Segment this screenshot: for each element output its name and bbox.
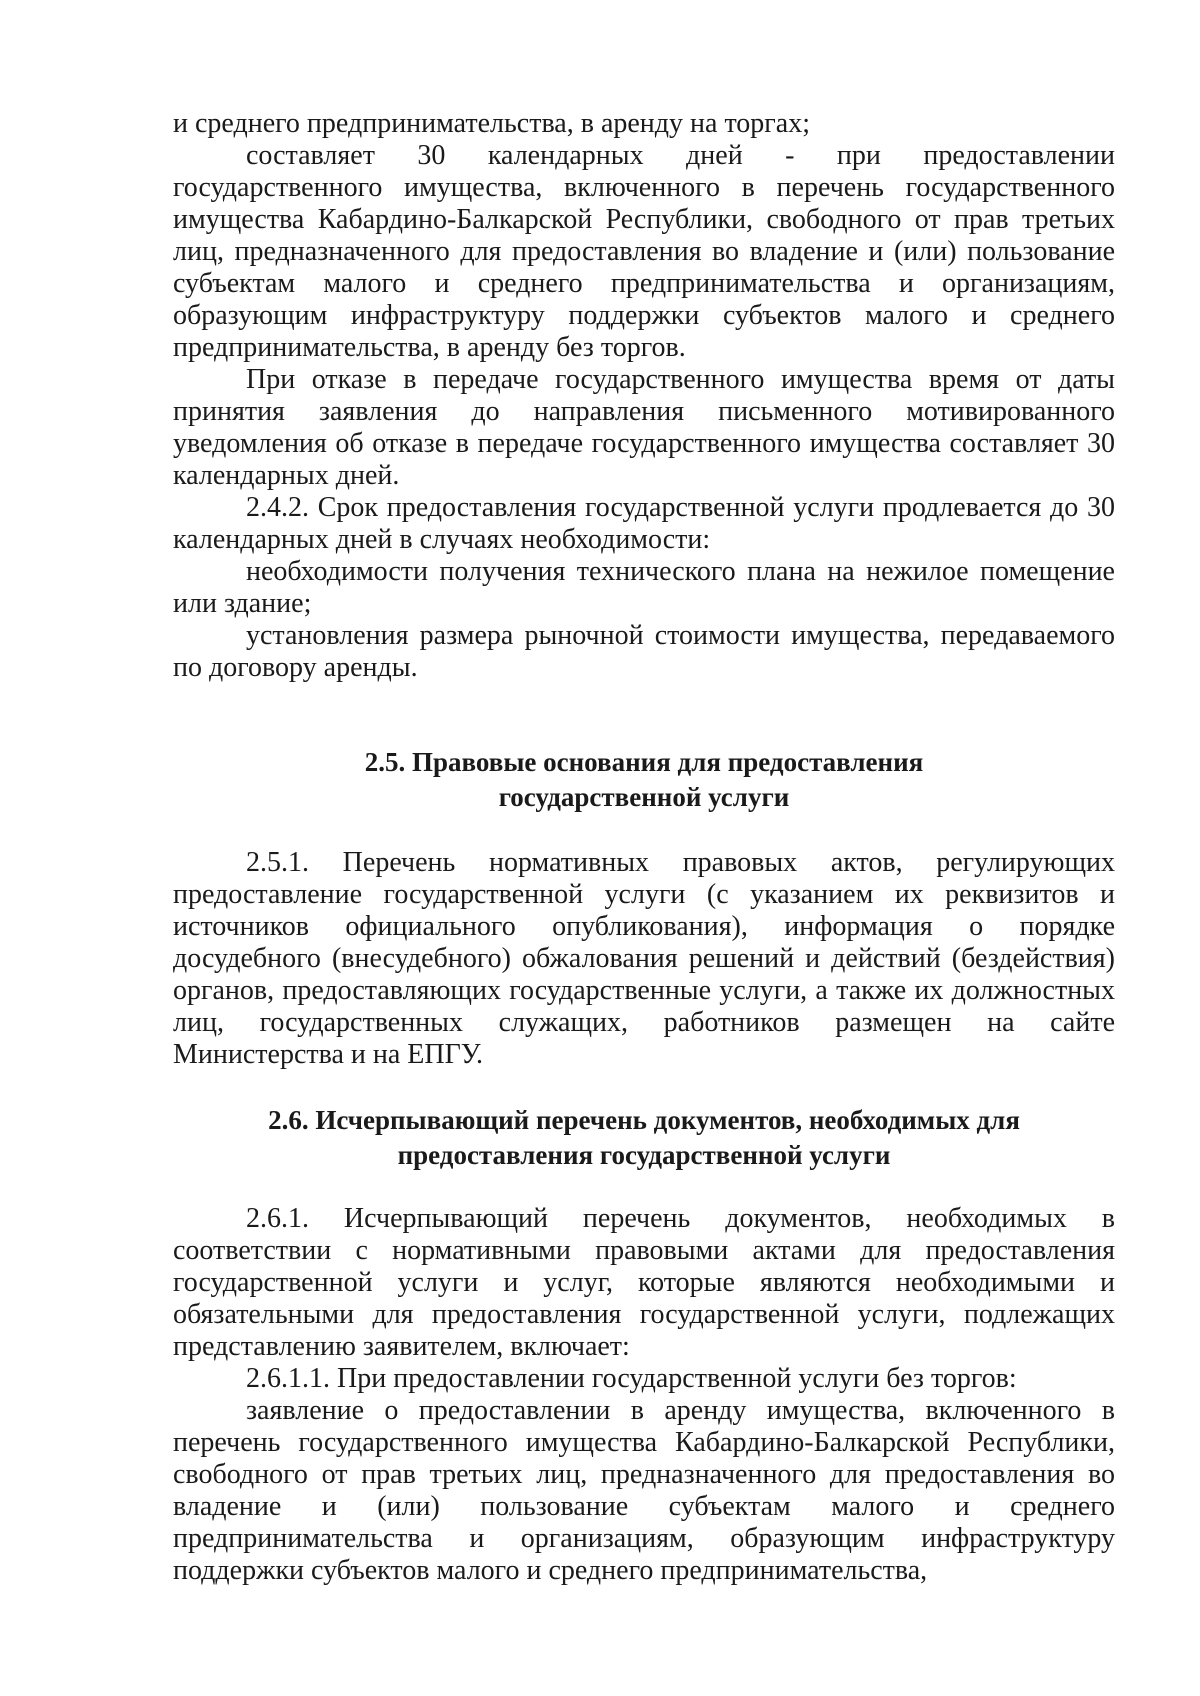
- paragraph: составляет 30 календарных дней - при предоставлении государственного имущества, включенного в перечень государственного имущества Кабардино-Балкарской Республики, свободного от прав третьих лиц, предназначенного для предоставления во владение и (или) пользование субъектам малого и среднего предпринимательства и организациям, образующим инфраструктуру поддержки субъектов малого и среднего предпринимательства, в аренду без торгов.: [173, 140, 1115, 363]
- paragraph: и среднего предпринимательства, в аренду на торгах;: [173, 108, 810, 139]
- paragraph: заявление о предоставлении в аренду имущества, включенного в перечень государственного имущества Кабардино-Балкарской Республики, свободного от прав третьих лиц, предназначенного для предоставления во владение и (или) пользование субъектам малого и среднего предпринимательства и организациям, образующим инфраструктуру поддержки субъектов малого и среднего предпринимательства,: [173, 1395, 1115, 1586]
- paragraph: необходимости получения технического плана на нежилое помещение или здание;: [173, 556, 1115, 619]
- paragraph: 2.5.1. Перечень нормативных правовых актов, регулирующих предоставление государственной услуги (с указанием их реквизитов и источников официального опубликования), информация о порядке досудебного (внесудебного) обжалования решений и действий (бездействия) органов, предоставляющих государственные услуги, а также их должностных лиц, государственных служащих, работников размещен на сайте Министерства и на ЕПГУ.: [173, 847, 1115, 1070]
- paragraph: 2.6.1. Исчерпывающий перечень документов, необходимых в соответствии с нормативными правовыми актами для предоставления государственной услуги и услуг, которые являются необходимыми и обязательными для предоставления государственной услуги, подлежащих представлению заявителем, включает:: [173, 1203, 1115, 1362]
- body-text-top: [173, 108, 1115, 684]
- body-text-2-6: [173, 1203, 1115, 1587]
- section-heading-2-6: 2.6. Исчерпывающий перечень документов, необходимых для предоставления государственной услуги: [268, 1105, 1020, 1170]
- paragraph: установления размера рыночной стоимости имущества, передаваемого по договору аренды.: [173, 620, 1115, 683]
- paragraph: 2.6.1.1. При предоставлении государственной услуги без торгов:: [246, 1363, 1017, 1394]
- section-heading-2-5: 2.5. Правовые основания для предоставления государственной услуги: [364, 747, 924, 812]
- paragraph: При отказе в передаче государственного имущества время от даты принятия заявления до направления письменного мотивированного уведомления об отказе в передаче государственного имущества составляет 30 календарных дней.: [173, 364, 1115, 491]
- body-text-2-5-1: [173, 847, 1115, 1071]
- paragraph: 2.4.2. Срок предоставления государственной услуги продлевается до 30 календарных дней в случаях необходимости:: [173, 492, 1115, 555]
